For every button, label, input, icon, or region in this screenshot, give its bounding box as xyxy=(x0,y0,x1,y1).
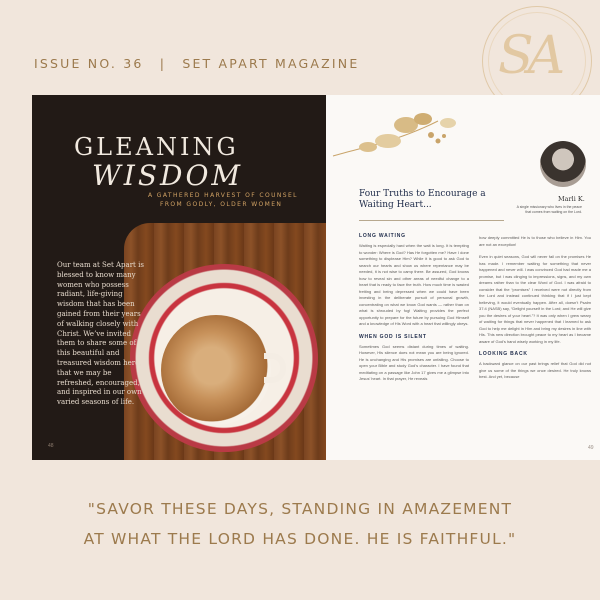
logo-monogram: SA xyxy=(498,26,560,86)
article-column-left xyxy=(359,233,469,389)
header-issue xyxy=(34,56,359,71)
coffee-cup xyxy=(161,315,271,425)
header-separator: | xyxy=(159,56,167,71)
issue-number: ISSUE NO. 36 xyxy=(34,56,144,71)
paragraph-3: how deeply committed He is to those who believe in Him. You are not an exception! xyxy=(479,235,591,247)
magazine-name: SET APART MAGAZINE xyxy=(182,56,360,71)
author-name: Marli K. xyxy=(558,195,585,203)
article-title: Four Truths to Encourage a Waiting Heart... xyxy=(359,189,486,210)
heading-long-waiting: LONG WAITING xyxy=(359,233,406,239)
intro-text: Our team at Set Apart is blessed to know many women who possess radiant, life-giving wisdom that has been gained from their years of walking closely with Christ. We’ve invited them to share some of this beautiful and treasured wisdom here, that we may be refreshed, encouraged, and inspired in our own varied seasons of life. xyxy=(57,261,144,407)
paragraph-2: Sometimes God seems distant during times of waiting. However, His silence does not mean you are being ignored. He is unchanging and His promises are unfailing. Choose to open your Bible and study God’s character. I have found that meditating on a passage like John 17 gives me a glimpse into Jesus’ heart. In that prayer, He reveals xyxy=(359,343,469,381)
page-number-left: 48 xyxy=(48,443,54,449)
page-number-right: 49 xyxy=(588,445,594,451)
quote-line2: AT WHAT THE LORD HAS DONE. HE IS FAITHFUL." xyxy=(83,530,517,548)
right-page xyxy=(326,95,600,460)
heading-looking-back: LOOKING BACK xyxy=(479,351,528,357)
article-column-right xyxy=(479,235,591,387)
heading-when-god-is-silent: WHEN GOD IS SILENT xyxy=(359,333,427,340)
subtitle-line1: A GATHERED HARVEST OF COUNSEL xyxy=(148,192,298,199)
paragraph-5: A backward glance on our past brings relief that God did not give us some of the things we once desired. He truly knows best. And yet, because xyxy=(479,361,591,379)
title-gleaning: GLEANING xyxy=(74,133,239,161)
subtitle-line2: FROM GODLY, OLDER WOMEN xyxy=(160,201,283,208)
author-bio: A single missionary who lives in the peace that comes from waiting on the Lord. xyxy=(516,205,582,214)
botanical-illustration xyxy=(328,101,478,171)
quote-line1: "SAVOR THESE DAYS, STANDING IN AMAZEMENT xyxy=(87,500,513,518)
left-page xyxy=(32,95,326,460)
paragraph-4: Even in quiet seasons, God will never fail on the promises He has made. I remember waiting for something that never happened and never will. I was convinced God had made me a promise, but I was clinging to impressions, signs, and my own dreams rather than to the clear Word of God. I was afraid to consider that the “promises” I received were not directly from the Lord and instead continued thinking that if I just kept believing, it would eventually happen. After all, doesn’t Psalm 37:4 (NASB) say, “Delight yourself in the Lord; and He will give you the desires of your heart.”? It was only when I grew weary of waiting for things that never happened that I learned to ask God to help me delight in Him and bring my desires in line with His. This new direction brought peace to my heart as I became aware of God’s hand wisely working in my life. xyxy=(479,254,591,344)
author-photo xyxy=(540,141,586,187)
magazine-spread xyxy=(32,95,600,460)
paragraph-1: Waiting is especially hard when the wait is long. It is tempting to wonder: Where is God? Has He forgotten me? Have I done something to displease Him? While it is good to ask God to search our hearts and show us where repentance may be needed, it is not wise to camp there. Be assured, God knows how to reveal sin and other areas of needful change to a heart that is ready to face the truth. How much time is wasted fretting and being depressed when we could have been investing in the deliberate pursuit of personal growth, concentrating on what we know God wants — rather than on what is shrouded by fog! Waiting provides the perfect opportunity to prepare for the future by pursuing God Himself and a knowledge of His Word with a heart that willingly obeys. xyxy=(359,243,469,326)
title-divider xyxy=(359,220,504,221)
title-wisdom: WISDOM xyxy=(92,159,244,192)
